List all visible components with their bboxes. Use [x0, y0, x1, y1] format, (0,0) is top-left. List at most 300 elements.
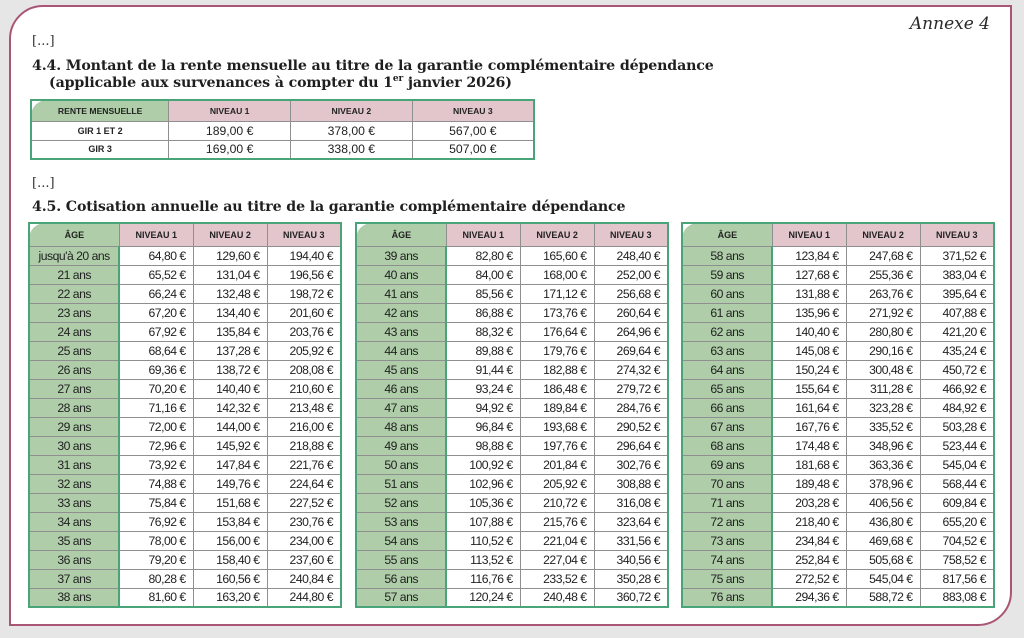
cotisation-value-niveau-3: 208,08 € — [267, 360, 341, 379]
cotisation-value-niveau-2: 469,68 € — [846, 531, 920, 550]
column-header-niveau-1: NIVEAU 1 — [446, 223, 520, 246]
age-label: 64 ans — [682, 360, 772, 379]
table-row — [29, 246, 341, 265]
cotisation-value-niveau-2: 144,00 € — [193, 417, 267, 436]
cotisation-value-niveau-3: 545,04 € — [920, 455, 994, 474]
column-header-niveau-1: NIVEAU 1 — [169, 100, 291, 121]
age-label: 43 ans — [356, 322, 446, 341]
cotisation-value-niveau-2: 129,60 € — [193, 246, 267, 265]
cotisation-value-niveau-1: 65,52 € — [119, 265, 193, 284]
cotisation-value-niveau-3: 421,20 € — [920, 322, 994, 341]
cotisation-value-niveau-1: 85,56 € — [446, 284, 520, 303]
age-label: 25 ans — [29, 341, 119, 360]
cotisation-value-niveau-1: 110,52 € — [446, 531, 520, 550]
table-row — [682, 455, 994, 474]
table-row — [682, 341, 994, 360]
cotisation-value-niveau-3: 216,00 € — [267, 417, 341, 436]
cotisation-value-niveau-3: 269,64 € — [594, 341, 668, 360]
table-row — [29, 265, 341, 284]
cotisation-value-niveau-2: 165,60 € — [520, 246, 594, 265]
annexe-label: Annexe 4 — [909, 14, 990, 34]
cotisation-value-niveau-2: 263,76 € — [846, 284, 920, 303]
gir-label: GIR 1 ET 2 — [31, 121, 169, 140]
age-label: 65 ans — [682, 379, 772, 398]
cotisation-value-niveau-2: 221,04 € — [520, 531, 594, 550]
ellipsis-marker: [...] — [32, 176, 55, 191]
cotisation-value-niveau-2: 290,16 € — [846, 341, 920, 360]
cotisation-value-niveau-1: 161,64 € — [772, 398, 846, 417]
cotisation-value-niveau-1: 120,24 € — [446, 588, 520, 607]
age-label: 59 ans — [682, 265, 772, 284]
cotisation-value-niveau-1: 88,32 € — [446, 322, 520, 341]
cotisation-value-niveau-2: 323,28 € — [846, 398, 920, 417]
cotisation-value-niveau-1: 93,24 € — [446, 379, 520, 398]
age-label: 57 ans — [356, 588, 446, 607]
rente-value: 189,00 € — [169, 121, 291, 140]
age-label: 44 ans — [356, 341, 446, 360]
cotisation-table-1 — [28, 222, 342, 608]
cotisation-value-niveau-2: 160,56 € — [193, 569, 267, 588]
cotisation-value-niveau-3: 484,92 € — [920, 398, 994, 417]
title-line2-after: janvier 2026) — [403, 75, 512, 91]
table-row — [356, 569, 668, 588]
title-line2-sup: er — [392, 74, 404, 84]
cotisation-value-niveau-1: 113,52 € — [446, 550, 520, 569]
cotisation-value-niveau-1: 68,64 € — [119, 341, 193, 360]
age-label: 26 ans — [29, 360, 119, 379]
cotisation-value-niveau-3: 290,52 € — [594, 417, 668, 436]
cotisation-value-niveau-1: 203,28 € — [772, 493, 846, 512]
cotisation-value-niveau-1: 82,80 € — [446, 246, 520, 265]
section-4-4-title-line1: 4.4. Montant de la rente mensuelle au titre de la garantie complémentaire dépendance — [32, 58, 714, 74]
cotisation-value-niveau-1: 89,88 € — [446, 341, 520, 360]
cotisation-value-niveau-3: 240,84 € — [267, 569, 341, 588]
table-row — [31, 121, 534, 140]
table-header-row — [682, 223, 994, 246]
table-row — [682, 493, 994, 512]
table-row — [682, 265, 994, 284]
cotisation-value-niveau-3: 302,76 € — [594, 455, 668, 474]
age-label: 55 ans — [356, 550, 446, 569]
cotisation-value-niveau-1: 66,24 € — [119, 284, 193, 303]
cotisation-value-niveau-2: 201,84 € — [520, 455, 594, 474]
cotisation-value-niveau-3: 523,44 € — [920, 436, 994, 455]
cotisation-value-niveau-3: 260,64 € — [594, 303, 668, 322]
age-label: 58 ans — [682, 246, 772, 265]
age-label: 76 ans — [682, 588, 772, 607]
column-header-niveau-2: NIVEAU 2 — [291, 100, 413, 121]
table-row — [29, 436, 341, 455]
cotisation-value-niveau-3: 234,00 € — [267, 531, 341, 550]
table-row — [29, 588, 341, 607]
table-row — [29, 455, 341, 474]
age-label: 52 ans — [356, 493, 446, 512]
age-label: 40 ans — [356, 265, 446, 284]
cotisation-value-niveau-2: 135,84 € — [193, 322, 267, 341]
cotisation-value-niveau-2: 137,28 € — [193, 341, 267, 360]
column-header-niveau-2: NIVEAU 2 — [193, 223, 267, 246]
column-header-niveau-2: NIVEAU 2 — [846, 223, 920, 246]
title-line2-before: (applicable aux survenances à compter du 1 — [49, 75, 393, 91]
cotisation-value-niveau-2: 189,84 € — [520, 398, 594, 417]
cotisation-value-niveau-3: 435,24 € — [920, 341, 994, 360]
cotisation-value-niveau-2: 132,48 € — [193, 284, 267, 303]
age-label: 34 ans — [29, 512, 119, 531]
cotisation-value-niveau-1: 79,20 € — [119, 550, 193, 569]
section-4-4-heading — [32, 58, 714, 92]
cotisation-value-niveau-1: 145,08 € — [772, 341, 846, 360]
cotisation-value-niveau-2: 138,72 € — [193, 360, 267, 379]
cotisation-value-niveau-1: 67,20 € — [119, 303, 193, 322]
cotisation-value-niveau-3: 274,32 € — [594, 360, 668, 379]
age-label: 24 ans — [29, 322, 119, 341]
cotisation-value-niveau-1: 70,20 € — [119, 379, 193, 398]
table-row — [682, 417, 994, 436]
cotisation-value-niveau-2: 240,48 € — [520, 588, 594, 607]
age-label: 31 ans — [29, 455, 119, 474]
table-row — [356, 379, 668, 398]
cotisation-value-niveau-3: 196,56 € — [267, 265, 341, 284]
cotisation-value-niveau-3: 237,60 € — [267, 550, 341, 569]
age-label: 60 ans — [682, 284, 772, 303]
cotisation-value-niveau-1: 72,96 € — [119, 436, 193, 455]
column-header-niveau-3: NIVEAU 3 — [594, 223, 668, 246]
cotisation-value-niveau-2: 348,96 € — [846, 436, 920, 455]
cotisation-value-niveau-3: 203,76 € — [267, 322, 341, 341]
age-label: 21 ans — [29, 265, 119, 284]
cotisation-value-niveau-2: 149,76 € — [193, 474, 267, 493]
cotisation-value-niveau-1: 98,88 € — [446, 436, 520, 455]
cotisation-value-niveau-1: 105,36 € — [446, 493, 520, 512]
cotisation-value-niveau-2: 131,04 € — [193, 265, 267, 284]
table-row — [356, 322, 668, 341]
age-label: 29 ans — [29, 417, 119, 436]
table-row — [356, 303, 668, 322]
table-row — [29, 322, 341, 341]
table-row — [29, 379, 341, 398]
cotisation-value-niveau-3: 198,72 € — [267, 284, 341, 303]
cotisation-value-niveau-3: 323,64 € — [594, 512, 668, 531]
cotisation-value-niveau-1: 102,96 € — [446, 474, 520, 493]
table-row — [356, 341, 668, 360]
age-label: 22 ans — [29, 284, 119, 303]
section-4-5-heading: 4.5. Cotisation annuelle au titre de la garantie complémentaire dépendance — [32, 199, 626, 215]
table-row — [31, 140, 534, 159]
rente-value: 169,00 € — [169, 140, 291, 159]
table-row — [29, 398, 341, 417]
cotisation-table-3 — [681, 222, 995, 608]
table-row — [356, 398, 668, 417]
cotisation-value-niveau-1: 84,00 € — [446, 265, 520, 284]
cotisation-value-niveau-2: 168,00 € — [520, 265, 594, 284]
cotisation-value-niveau-1: 73,92 € — [119, 455, 193, 474]
column-header-age: ÂGE — [29, 223, 119, 246]
cotisation-value-niveau-3: 244,80 € — [267, 588, 341, 607]
cotisation-value-niveau-2: 176,64 € — [520, 322, 594, 341]
table-row — [29, 303, 341, 322]
table-row — [682, 436, 994, 455]
age-label: jusqu'à 20 ans — [29, 246, 119, 265]
cotisation-value-niveau-2: 227,04 € — [520, 550, 594, 569]
cotisation-value-niveau-2: 147,84 € — [193, 455, 267, 474]
age-label: 53 ans — [356, 512, 446, 531]
rente-value: 338,00 € — [291, 140, 413, 159]
cotisation-value-niveau-2: 173,76 € — [520, 303, 594, 322]
cotisation-value-niveau-3: 568,44 € — [920, 474, 994, 493]
cotisation-value-niveau-2: 186,48 € — [520, 379, 594, 398]
cotisation-value-niveau-3: 395,64 € — [920, 284, 994, 303]
age-label: 42 ans — [356, 303, 446, 322]
cotisation-value-niveau-1: 72,00 € — [119, 417, 193, 436]
age-label: 48 ans — [356, 417, 446, 436]
age-label: 28 ans — [29, 398, 119, 417]
cotisation-value-niveau-1: 71,16 € — [119, 398, 193, 417]
table-header-row — [29, 223, 341, 246]
table-row — [682, 569, 994, 588]
cotisation-value-niveau-2: 134,40 € — [193, 303, 267, 322]
cotisation-value-niveau-3: 227,52 € — [267, 493, 341, 512]
table-row — [682, 588, 994, 607]
cotisation-value-niveau-1: 67,92 € — [119, 322, 193, 341]
table-row — [682, 303, 994, 322]
cotisation-value-niveau-2: 406,56 € — [846, 493, 920, 512]
cotisation-value-niveau-3: 308,88 € — [594, 474, 668, 493]
cotisation-value-niveau-1: 100,92 € — [446, 455, 520, 474]
table-row — [29, 417, 341, 436]
cotisation-value-niveau-2: 255,36 € — [846, 265, 920, 284]
cotisation-value-niveau-3: 817,56 € — [920, 569, 994, 588]
age-label: 35 ans — [29, 531, 119, 550]
cotisation-value-niveau-3: 248,40 € — [594, 246, 668, 265]
cotisation-value-niveau-1: 181,68 € — [772, 455, 846, 474]
cotisation-value-niveau-2: 163,20 € — [193, 588, 267, 607]
cotisation-value-niveau-1: 234,84 € — [772, 531, 846, 550]
table-row — [356, 417, 668, 436]
cotisation-value-niveau-2: 311,28 € — [846, 379, 920, 398]
age-label: 71 ans — [682, 493, 772, 512]
cotisation-value-niveau-1: 294,36 € — [772, 588, 846, 607]
table-row — [29, 569, 341, 588]
table-row — [356, 493, 668, 512]
cotisation-value-niveau-3: 218,88 € — [267, 436, 341, 455]
table-row — [29, 341, 341, 360]
age-label: 72 ans — [682, 512, 772, 531]
section-4-4-title-line2 — [32, 75, 714, 92]
table-row — [29, 550, 341, 569]
cotisation-value-niveau-3: 205,92 € — [267, 341, 341, 360]
table-row — [356, 360, 668, 379]
table-row — [29, 360, 341, 379]
age-label: 67 ans — [682, 417, 772, 436]
table-row — [356, 436, 668, 455]
cotisation-value-niveau-3: 883,08 € — [920, 588, 994, 607]
age-label: 45 ans — [356, 360, 446, 379]
age-label: 54 ans — [356, 531, 446, 550]
age-label: 36 ans — [29, 550, 119, 569]
cotisation-value-niveau-2: 271,92 € — [846, 303, 920, 322]
age-label: 27 ans — [29, 379, 119, 398]
rente-value: 507,00 € — [412, 140, 534, 159]
table-row — [356, 550, 668, 569]
cotisation-value-niveau-1: 86,88 € — [446, 303, 520, 322]
cotisation-value-niveau-1: 91,44 € — [446, 360, 520, 379]
cotisation-value-niveau-1: 78,00 € — [119, 531, 193, 550]
cotisation-value-niveau-2: 142,32 € — [193, 398, 267, 417]
table-row — [356, 588, 668, 607]
table-row — [682, 474, 994, 493]
column-header-age: ÂGE — [682, 223, 772, 246]
cotisation-value-niveau-2: 300,48 € — [846, 360, 920, 379]
cotisation-value-niveau-3: 331,56 € — [594, 531, 668, 550]
cotisation-value-niveau-3: 224,64 € — [267, 474, 341, 493]
age-label: 46 ans — [356, 379, 446, 398]
age-label: 32 ans — [29, 474, 119, 493]
cotisation-value-niveau-3: 609,84 € — [920, 493, 994, 512]
cotisation-value-niveau-2: 197,76 € — [520, 436, 594, 455]
cotisation-value-niveau-2: 179,76 € — [520, 341, 594, 360]
cotisation-value-niveau-1: 140,40 € — [772, 322, 846, 341]
table-row — [29, 531, 341, 550]
table-row — [356, 512, 668, 531]
cotisation-value-niveau-2: 215,76 € — [520, 512, 594, 531]
age-label: 41 ans — [356, 284, 446, 303]
table-row — [682, 531, 994, 550]
cotisation-value-niveau-2: 145,92 € — [193, 436, 267, 455]
cotisation-value-niveau-1: 189,48 € — [772, 474, 846, 493]
age-label: 61 ans — [682, 303, 772, 322]
cotisation-value-niveau-1: 107,88 € — [446, 512, 520, 531]
cotisation-value-niveau-3: 279,72 € — [594, 379, 668, 398]
cotisation-value-niveau-2: 153,84 € — [193, 512, 267, 531]
table-row — [356, 474, 668, 493]
rente-mensuelle-table — [30, 99, 535, 160]
cotisation-value-niveau-3: 221,76 € — [267, 455, 341, 474]
cotisation-value-niveau-3: 655,20 € — [920, 512, 994, 531]
age-label: 66 ans — [682, 398, 772, 417]
table-row — [356, 284, 668, 303]
age-label: 50 ans — [356, 455, 446, 474]
cotisation-value-niveau-3: 407,88 € — [920, 303, 994, 322]
cotisation-value-niveau-2: 193,68 € — [520, 417, 594, 436]
cotisation-value-niveau-2: 588,72 € — [846, 588, 920, 607]
age-label: 70 ans — [682, 474, 772, 493]
column-header-rente-mensuelle: RENTE MENSUELLE — [31, 100, 169, 121]
cotisation-value-niveau-1: 150,24 € — [772, 360, 846, 379]
cotisation-value-niveau-2: 182,88 € — [520, 360, 594, 379]
cotisation-value-niveau-1: 96,84 € — [446, 417, 520, 436]
cotisation-value-niveau-3: 758,52 € — [920, 550, 994, 569]
age-label: 47 ans — [356, 398, 446, 417]
cotisation-value-niveau-3: 383,04 € — [920, 265, 994, 284]
ellipsis-marker: [...] — [32, 34, 55, 49]
cotisation-value-niveau-1: 116,76 € — [446, 569, 520, 588]
cotisation-value-niveau-1: 123,84 € — [772, 246, 846, 265]
cotisation-value-niveau-3: 264,96 € — [594, 322, 668, 341]
cotisation-value-niveau-2: 140,40 € — [193, 379, 267, 398]
table-row — [356, 246, 668, 265]
cotisation-value-niveau-2: 247,68 € — [846, 246, 920, 265]
cotisation-value-niveau-1: 135,96 € — [772, 303, 846, 322]
cotisation-value-niveau-1: 80,28 € — [119, 569, 193, 588]
age-label: 69 ans — [682, 455, 772, 474]
age-label: 51 ans — [356, 474, 446, 493]
cotisation-value-niveau-2: 335,52 € — [846, 417, 920, 436]
age-label: 62 ans — [682, 322, 772, 341]
table-row — [682, 512, 994, 531]
age-label: 63 ans — [682, 341, 772, 360]
cotisation-value-niveau-3: 284,76 € — [594, 398, 668, 417]
age-label: 37 ans — [29, 569, 119, 588]
age-label: 75 ans — [682, 569, 772, 588]
cotisation-value-niveau-2: 171,12 € — [520, 284, 594, 303]
table-row — [29, 474, 341, 493]
cotisation-value-niveau-1: 74,88 € — [119, 474, 193, 493]
age-label: 56 ans — [356, 569, 446, 588]
cotisation-value-niveau-2: 436,80 € — [846, 512, 920, 531]
cotisation-value-niveau-1: 76,92 € — [119, 512, 193, 531]
cotisation-value-niveau-1: 127,68 € — [772, 265, 846, 284]
cotisation-value-niveau-3: 256,68 € — [594, 284, 668, 303]
table-row — [682, 322, 994, 341]
cotisation-value-niveau-2: 505,68 € — [846, 550, 920, 569]
table-row — [682, 550, 994, 569]
cotisation-value-niveau-3: 201,60 € — [267, 303, 341, 322]
cotisation-value-niveau-3: 230,76 € — [267, 512, 341, 531]
age-label: 49 ans — [356, 436, 446, 455]
age-label: 38 ans — [29, 588, 119, 607]
cotisation-value-niveau-1: 167,76 € — [772, 417, 846, 436]
table-row — [682, 246, 994, 265]
table-row — [682, 360, 994, 379]
table-row — [29, 284, 341, 303]
cotisation-value-niveau-1: 131,88 € — [772, 284, 846, 303]
cotisation-value-niveau-3: 371,52 € — [920, 246, 994, 265]
cotisation-value-niveau-3: 350,28 € — [594, 569, 668, 588]
table-row — [682, 398, 994, 417]
cotisation-value-niveau-3: 194,40 € — [267, 246, 341, 265]
cotisation-value-niveau-2: 151,68 € — [193, 493, 267, 512]
cotisation-value-niveau-3: 360,72 € — [594, 588, 668, 607]
cotisation-value-niveau-1: 69,36 € — [119, 360, 193, 379]
table-header-row — [31, 100, 534, 121]
cotisation-value-niveau-3: 316,08 € — [594, 493, 668, 512]
cotisation-value-niveau-2: 280,80 € — [846, 322, 920, 341]
column-header-niveau-3: NIVEAU 3 — [920, 223, 994, 246]
cotisation-table-2 — [355, 222, 669, 608]
cotisation-value-niveau-2: 363,36 € — [846, 455, 920, 474]
cotisation-value-niveau-1: 252,84 € — [772, 550, 846, 569]
cotisation-value-niveau-1: 272,52 € — [772, 569, 846, 588]
table-row — [29, 493, 341, 512]
table-row — [682, 379, 994, 398]
cotisation-value-niveau-3: 704,52 € — [920, 531, 994, 550]
age-label: 74 ans — [682, 550, 772, 569]
column-header-niveau-3: NIVEAU 3 — [412, 100, 534, 121]
cotisation-value-niveau-2: 378,96 € — [846, 474, 920, 493]
cotisation-value-niveau-2: 545,04 € — [846, 569, 920, 588]
cotisation-value-niveau-1: 81,60 € — [119, 588, 193, 607]
cotisation-value-niveau-3: 296,64 € — [594, 436, 668, 455]
cotisation-value-niveau-1: 94,92 € — [446, 398, 520, 417]
age-label: 39 ans — [356, 246, 446, 265]
table-row — [356, 531, 668, 550]
table-row — [356, 265, 668, 284]
rente-value: 567,00 € — [412, 121, 534, 140]
column-header-niveau-1: NIVEAU 1 — [119, 223, 193, 246]
cotisation-value-niveau-3: 466,92 € — [920, 379, 994, 398]
table-row — [356, 455, 668, 474]
column-header-niveau-1: NIVEAU 1 — [772, 223, 846, 246]
